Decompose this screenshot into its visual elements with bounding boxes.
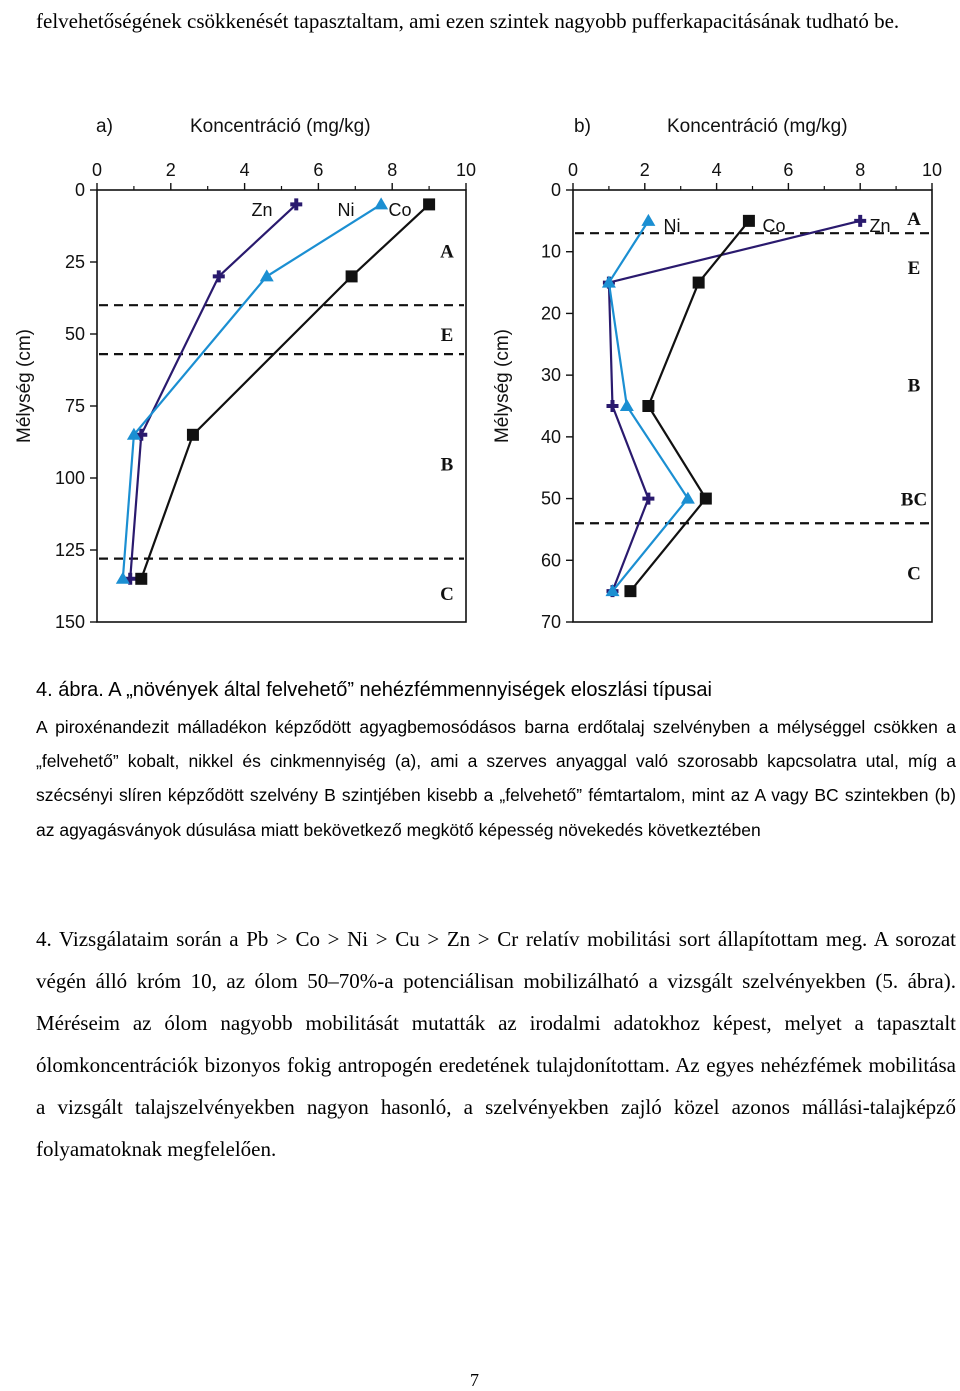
series-label-co: Co [762, 216, 786, 236]
panel-label: b) [574, 116, 591, 137]
figure-4 [0, 100, 960, 660]
y-axis-label: Mélység (cm) [492, 328, 513, 444]
point-4-paragraph [36, 918, 956, 1170]
y-tick-label: 125 [54, 540, 85, 560]
data-point-co [693, 277, 705, 289]
page-number: 7 [470, 1370, 479, 1390]
data-point-ni [374, 197, 388, 209]
data-point-co [624, 585, 636, 597]
point-4-text: 4. Vizsgálataim során a Pb > Co > Ni > Cu > Zn > Cr relatív mobilitási sort állapítottam meg. A sorozat végén álló króm 10, az ólom 50–70%-a potenciálisan mobilizálható a vizsgált szelvényekben (5. ábra). Méréseim az ólom nagyobb mobilitását mutatták az irodalmi adatokhoz képest, melyet a tapasztalt ólomkoncentrációk bizonyos fokig antropogén eredetének tulajdonítottam. Az egyes nehézfémek mobilitása a vizsgált talajszelvényekben nagyon hasonló, a szelvényekben zajló közel azonos mállási-talajképző folyamatoknak megfelelően. [36, 927, 956, 1161]
horizon-label-C: C [440, 584, 454, 606]
y-tick-label: 50 [64, 324, 85, 344]
y-tick-label: 75 [64, 396, 85, 416]
horizon-label-E: E [907, 258, 921, 280]
y-tick-label: 60 [540, 550, 561, 571]
x-tick-label: 6 [313, 160, 324, 180]
y-tick-label: 30 [540, 365, 561, 386]
horizon-label-E: E [440, 325, 454, 346]
intro-text: felvehetőségének csökkenését tapasztaltam, ami ezen szintek nagyobb pufferkapacitásának tudható be. [36, 9, 900, 33]
x-tick-label: 10 [455, 160, 477, 180]
y-axis-label: Mélység (cm) [14, 328, 35, 444]
y-tick-label: 50 [540, 488, 561, 509]
y-tick-label: 0 [550, 180, 561, 200]
x-tick-label: 8 [387, 160, 398, 180]
y-tick-label: 150 [54, 612, 85, 632]
plot-frame [97, 190, 466, 622]
data-point-co [346, 270, 358, 282]
data-point-co [642, 400, 654, 412]
chart-panel-b [492, 116, 942, 632]
data-point-ni [620, 399, 634, 411]
chart-title: Koncentráció (mg/kg) [190, 116, 371, 137]
x-tick-label: 6 [783, 160, 794, 180]
data-point-co [135, 573, 147, 585]
series-label-ni: Ni [337, 200, 355, 220]
y-tick-label: 70 [540, 612, 561, 632]
data-point-ni [641, 214, 655, 226]
data-point-zn [854, 215, 866, 227]
y-tick-label: 25 [64, 252, 85, 272]
x-tick-label: 0 [91, 160, 103, 180]
chart-title: Koncentráció (mg/kg) [667, 116, 848, 137]
horizon-label-B: B [907, 375, 921, 397]
chart-panel-a [14, 116, 476, 632]
x-tick-label: 4 [711, 160, 722, 180]
y-tick-label: 0 [74, 180, 85, 200]
y-tick-label: 40 [540, 426, 561, 447]
y-tick-label: 10 [540, 241, 561, 262]
data-point-co [423, 198, 435, 210]
series-label-zn: Zn [251, 200, 273, 220]
horizon-label-BC: BC [900, 489, 928, 511]
x-tick-label: 10 [921, 160, 943, 180]
data-point-co [743, 215, 755, 227]
x-tick-label: 2 [165, 160, 176, 180]
x-tick-label: 8 [855, 160, 866, 180]
figure-caption-body: A piroxénandezit málladékon képződött agyagbemosódásos barna erdőtalaj szelvényben a mélységgel csökken a „felvehető” kobalt, nikkel és cinkmennyiség (a), ami a szerves anyaggal való szorosabb kapcsolatra utal, míg a szécsényi slíren képződött szelvény B szintjében kisebb a „felvehető” fémtartalom, mint az A vagy BC szintekben (b) az agyagásványok dúsulása miatt bekövetkező megkötő képesség növekedés következtében [36, 717, 956, 840]
horizon-label-A: A [907, 208, 921, 230]
x-tick-label: 4 [239, 160, 250, 180]
x-tick-label: 0 [567, 160, 579, 180]
series-label-co: Co [388, 200, 412, 220]
intro-paragraph [36, 0, 956, 42]
data-point-co [187, 429, 199, 441]
horizon-label-C: C [907, 563, 921, 585]
y-tick-label: 20 [540, 303, 561, 324]
horizon-label-A: A [440, 241, 454, 263]
y-tick-label: 100 [54, 468, 85, 488]
series-label-ni: Ni [663, 216, 681, 236]
horizon-label-B: B [440, 454, 454, 476]
data-point-ni [681, 492, 695, 504]
data-point-zn [642, 493, 654, 505]
series-label-zn: Zn [869, 216, 891, 236]
data-point-co [700, 493, 712, 505]
series-line-co [141, 204, 429, 578]
data-point-ni [260, 269, 274, 281]
panel-label: a) [96, 116, 113, 137]
figure-caption-title: 4. ábra. A „növények által felvehető” nehézfémmennyiségek eloszlási típusai [36, 679, 712, 701]
data-point-zn [606, 400, 618, 412]
x-tick-label: 2 [639, 160, 650, 180]
series-line-zn [130, 204, 296, 578]
